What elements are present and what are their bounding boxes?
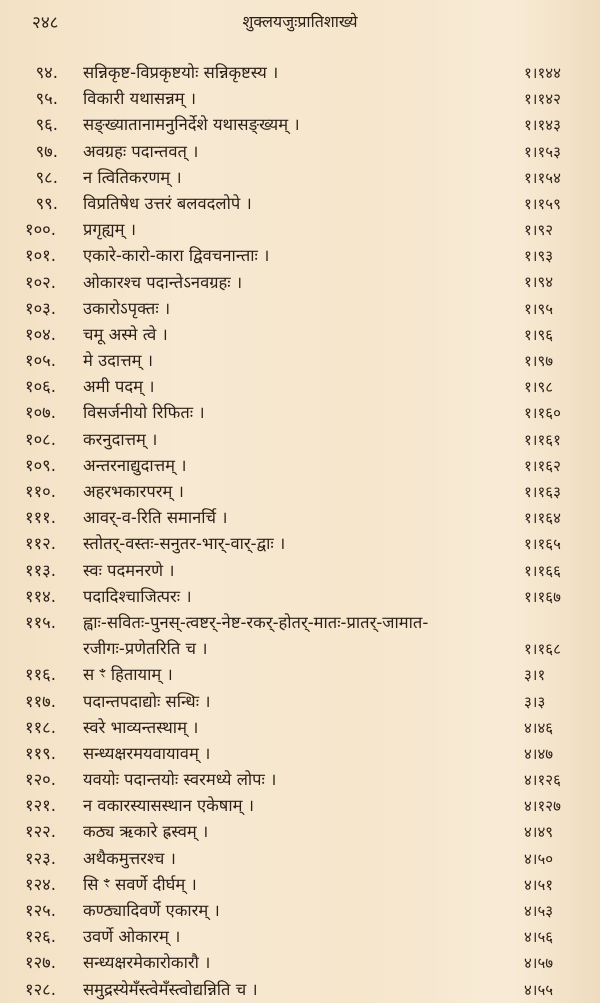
sutra-number: १११. [25,508,56,528]
sutra-number: १२२. [25,822,56,842]
sutra-text: अन्तरनाद्युदात्तम् । [83,455,187,475]
sutra-number: १०४. [25,324,56,344]
sutra-reference: ४।५३ [524,902,554,920]
sutra-text: ओकारश्च पदान्तेऽनवग्रहः । [83,272,243,292]
sutra-number: ११८. [25,717,56,737]
sutra-number: १००. [25,220,56,240]
sutra-item [0,767,600,793]
sutra-number: १०३. [25,298,56,318]
sutra-text: यवयोः पदान्तयोः स्वरमध्ये लोपः । [83,770,277,790]
sutra-reference: १।९८ [524,378,554,397]
sutra-text: कण्ठ्यादिवर्णे एकारम् । [83,901,220,921]
sutra-number: १०७. [25,403,56,423]
sutra-number: १२७. [25,953,56,973]
sutra-reference: १।१६३ [524,482,561,501]
sutra-item [0,243,600,269]
sutra-text: सन्ध्यक्षरमयवायावम् । [83,743,211,763]
sutra-reference: ४।५० [524,849,554,868]
sutra-number: ११७. [25,691,56,711]
sutra-item [0,531,600,557]
sutra-reference: १।१६४ [524,509,561,528]
sutra-reference: ४।५१ [524,875,554,894]
sutra-number: १०६. [25,377,56,397]
sutra-reference: ४।५७ [524,954,554,973]
sutra-item [0,898,600,924]
sutra-list [0,60,600,1003]
sutra-reference: ४।५५ [524,980,554,999]
sutra-text: कठ्य ऋकारे ह्रस्वम् । [83,822,209,842]
sutra-text: स्तोतर्-वस्तः-सनुतर-भार्-वार्-द्वाः । [83,534,286,554]
sutra-item [0,139,600,165]
sutra-number: ११२. [25,534,56,554]
sutra-number: १२०. [25,770,56,790]
sutra-reference: १।९६ [524,325,554,344]
sutra-text: करनुदात्तम् । [83,429,158,449]
sutra-number: ११५. [25,612,56,632]
sutra-number: १०८. [25,429,56,449]
sutra-item [0,846,600,872]
sutra-item [0,86,600,112]
sutra-item [0,689,600,715]
sutra-number: ९८. [35,167,58,187]
sutra-number: ९७. [35,141,58,161]
sutra-reference: ४।४७ [524,744,554,763]
sutra-text: अमी पदम् । [83,377,155,397]
sutra-number: ११०. [25,482,56,501]
sutra-item [0,60,600,86]
sutra-item [0,453,600,479]
sutra-reference: ४।१२६ [524,771,561,790]
sutra-text: सन्ध्यक्षरमेकारोकारौ । [83,953,211,973]
sutra-text: स ꣳ हितायाम् । [83,665,173,685]
sutra-reference: १।१६८ [524,640,561,659]
sutra-text: उवर्णे ओकारम् । [83,927,181,947]
sutra-number: १२६. [25,927,56,947]
sutra-text: विकारी यथासन्नम् । [83,89,196,109]
sutra-number: १२३. [25,848,56,868]
sutra-reference: १।१६१ [524,430,561,449]
sutra-number: ११६. [25,665,56,685]
sutra-reference: १।९२ [524,221,554,240]
sutra-text: पदान्तपदाद्योः सन्धिः । [83,691,211,711]
sutra-reference: १।१४२ [524,90,561,109]
sutra-reference: १।१५३ [524,142,561,161]
sutra-item [0,296,600,322]
sutra-text: पदादिश्चाजित्परः । [83,586,192,606]
sutra-number: १२१. [25,796,56,816]
running-title: शुक्लयजुःप्रातिशाख्ये [242,12,358,31]
sutra-number: ९५. [35,89,58,109]
sutra-reference: ४।४९ [524,823,554,842]
sutra-number: १०१. [25,246,56,266]
sutra-item [0,270,600,296]
page-header [0,6,600,36]
sutra-text: अहरभकारपरम् । [83,482,184,501]
sutra-reference: १।१६६ [524,561,561,580]
sutra-number: १०२. [25,272,56,292]
sutra-text: ह्वाः-सवितः-पुनस्-त्वष्टर्-नेष्ट-रकर्-होतर्-मातः-प्रातर्-जामात- [83,612,429,632]
sutra-text: समुद्रस्येमँस्त्वेमँस्त्वोद्यन्निति च । [83,979,258,999]
sutra-reference: १।९५ [524,299,554,318]
sutra-text: सन्निकृष्ट-विप्रकृष्टयोः सन्निकृष्टस्य । [83,63,279,82]
sutra-reference: १।१५९ [524,194,561,213]
sutra-reference: १।९४ [524,273,554,292]
sutra-reference: १।९७ [524,352,554,371]
sutra-number: १२५. [25,901,56,921]
sutra-text: मे उदात्तम् । [83,351,153,371]
sutra-reference: ३।१ [524,666,546,685]
sutra-item [0,924,600,950]
sutra-item [0,427,600,453]
sutra-reference: ४।५६ [524,928,554,947]
sutra-number: ११४. [25,586,56,606]
sutra-item [0,977,600,1003]
sutra-text: उकारोऽपृक्तः । [83,298,171,318]
sutra-text: अवग्रहः पदान्तवत् । [83,141,199,161]
sutra-reference: ४।१२७ [524,797,561,816]
sutra-item [0,610,600,662]
sutra-text: विप्रतिषेध उत्तरं बलवदलोपे । [83,193,252,213]
sutra-item [0,322,600,348]
sutra-reference: १।१६५ [524,535,561,554]
sutra-item [0,872,600,898]
sutra-number: ९६. [35,115,58,135]
sutra-item [0,741,600,767]
sutra-number: ९९. [35,193,58,213]
sutra-text: स्वरे भाव्यन्तस्थाम् । [83,717,199,737]
sutra-item [0,165,600,191]
sutra-number: ११९. [25,743,56,763]
sutra-reference: १।९३ [524,247,554,266]
sutra-item [0,112,600,138]
sutra-text: चमू अस्मे त्वे । [83,324,168,344]
sutra-item [0,348,600,374]
sutra-item [0,819,600,845]
sutra-reference: १।१६० [524,404,561,423]
sutra-item [0,400,600,426]
sutra-reference: ४।४६ [524,718,554,737]
sutra-number: १०५. [25,351,56,371]
page-number: २४८ [32,13,59,33]
sutra-text: विसर्जनीयो रिफितः । [83,403,205,423]
sutra-text: आवर्-व-रिति समानर्चि । [83,508,228,528]
sutra-reference: १।१५४ [524,168,561,187]
sutra-item [0,558,600,584]
sutra-item [0,479,600,505]
sutra-text: न त्वितिकरणम् । [83,167,182,187]
sutra-number: १२४. [25,874,56,894]
sutra-reference: १।१४४ [524,63,561,82]
sutra-reference: १।१४३ [524,116,561,135]
sutra-number: ९४. [35,63,58,82]
sutra-text: अथैकमुत्तरश्च । [83,848,176,868]
sutra-item [0,662,600,688]
sutra-text: न वकारस्यासस्थान एकेषाम् । [83,796,254,816]
sutra-text: प्रगृह्यम् । [83,220,137,240]
sutra-text: स्वः पदमनरणे । [83,560,175,580]
sutra-reference: ३।३ [524,692,546,711]
sutra-item [0,584,600,610]
sutra-reference: १।१६७ [524,587,561,606]
sutra-item [0,793,600,819]
sutra-item [0,191,600,217]
sutra-reference: १।१६२ [524,456,561,475]
sutra-item [0,950,600,976]
sutra-item [0,715,600,741]
sutra-number: ११३. [25,560,56,580]
sutra-item [0,217,600,243]
sutra-number: १०९. [25,455,56,475]
sutra-item [0,505,600,531]
sutra-text: एकारे-कारो-कारा द्विवचनान्ताः । [83,246,270,266]
sutra-item [0,374,600,400]
sutra-text-continued: रजीगः-प्रणेतरिति च । [83,639,208,659]
sutra-text: सङ्ख्यातानामनुनिर्देशे यथासङ्ख्यम् । [83,115,300,135]
sutra-text: सि ꣳ सवर्णे दीर्घम् । [83,874,197,894]
sutra-number: १२८. [25,979,56,999]
